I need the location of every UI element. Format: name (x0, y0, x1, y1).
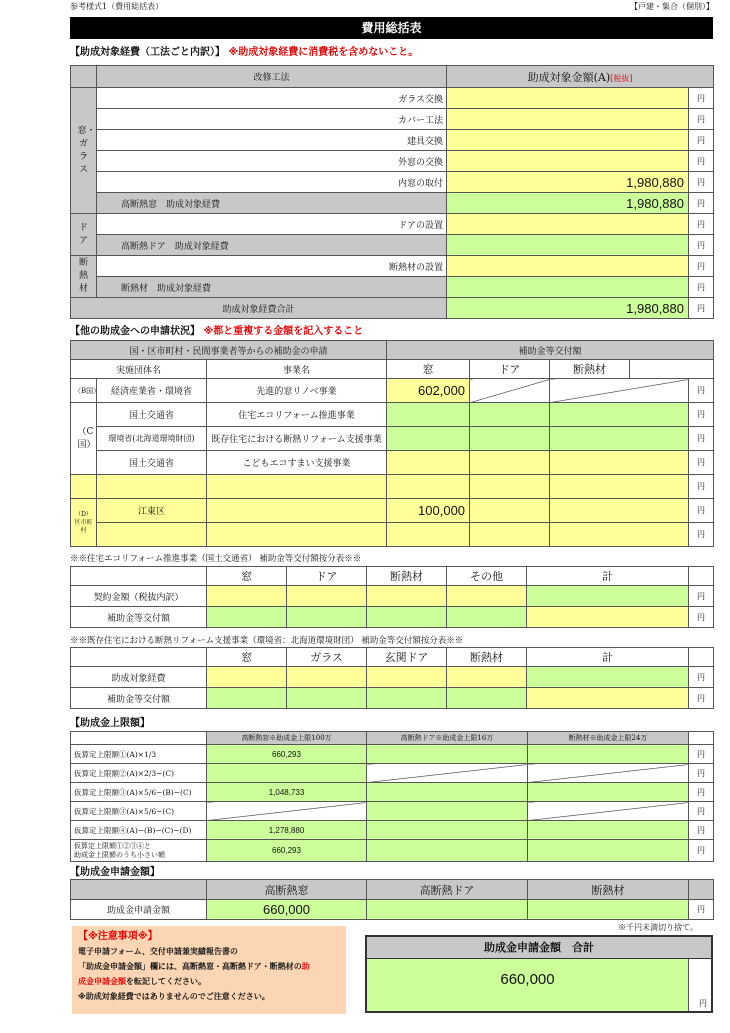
window-field[interactable] (387, 523, 470, 547)
section-4-title: ※※既存住宅における断熱リフォーム支援事業（環境省：北海道環境財団） 補助金等交付額按分表※※ (70, 636, 464, 646)
group-b: （B国） (71, 379, 97, 403)
insulation-reform-allocation-table: 窓 ガラス 玄関ドア 断熱材 計 助成対象経費 円 補助金等交付額 円 (70, 647, 714, 709)
caution-notes: 【※注意事項※】 電子申請フォーム、交付申請兼実績報告書の 「助成金申請金額」欄には、高断熱窓・高断熱ドア・断熱材の助 成金申請金額を転記してください。 ※助成対象経費ではありませんのでご注意ください。 (72, 926, 346, 1014)
subtotal-value: 1,980,880 (447, 193, 689, 214)
amount-field[interactable] (447, 214, 689, 235)
eco-reform-allocation-table: 窓 ドア 断熱材 その他 計 契約金額（税抜内訳） 円 補助金等交付額 円 (70, 566, 714, 628)
window-field[interactable] (387, 475, 470, 499)
application-amount-table: 高断熱窓 高断熱ドア 断熱材 助成金申請金額 660,000 円 (70, 879, 714, 920)
row-label: 建具交換 (97, 130, 447, 151)
amount-field[interactable] (447, 109, 689, 130)
rounding-note: ※千円未満切り捨て。 (618, 923, 698, 932)
window-field (387, 403, 470, 427)
window-field[interactable]: 602,000 (387, 379, 470, 403)
window-field[interactable] (387, 451, 470, 475)
amount-field[interactable] (447, 151, 689, 172)
category-insulation: 断熱材 (71, 256, 97, 298)
section-3-title: ※※住宅エコリフォーム推進事業（国土交通省） 補助金等交付額按分表※※ (70, 554, 362, 564)
row-label: 外窓の交換 (97, 151, 447, 172)
amount-field[interactable] (447, 88, 689, 109)
row-label: 断熱材の設置 (97, 256, 447, 277)
window-field[interactable]: 100,000 (387, 499, 470, 523)
subsidy-cap-table: 高断熱窓※助成金上限100万 高断熱ドア※助成金上限16万 断熱材※助成金上限24万 仮算定上限額①(A)×1/3 660,293 円 仮算定上限額②(A)×2/3−(C) 円 仮算定上限額③(A)×5/6−(B)−(C) 1,048,733 円 仮算定上限額③(A)×5/6−(C) 円 仮算定上限額④(A)−(B)−(C)−(D) 1,278,880 円 仮算定上限額①②③④と 助成金上限額のうち小さい額 660,293 円 (70, 731, 714, 862)
row-label: ガラス交換 (97, 88, 447, 109)
header-applications: 国・区市町村・民間事業者等からの補助金の申請 (71, 341, 387, 360)
total-value: 660,000 (367, 959, 689, 1011)
header-grant-amount: 補助金等交付額 (387, 341, 714, 360)
row-label: ドアの設置 (97, 214, 447, 235)
subsidy-cost-table: 改修工法 助成対象金額(A)[税抜] 窓・ガラス ガラス交換 円 カバー工法 円 建具交換 円 外窓の交換 円 内窓の取付 1,980,880 円 高断熱窓 助成対象経費 1,980,880 円 ドア ドアの設置 円 高断熱ドア 助成対象経費 円 断熱材 断熱材の設置 円 断熱材 助成対象経費 円 助成対象経費合計 1,980,880 円 (70, 65, 714, 319)
row-label: 内窓の取付 (97, 172, 447, 193)
section-1-title: 【助成対象経費（工法ごと内訳）】 ※助成対象経費に消費税を含めないこと。 (70, 47, 419, 58)
section-5-title: 【助成金上限額】 (70, 718, 150, 729)
amount-field[interactable] (447, 130, 689, 151)
total-label: 助成対象経費合計 (71, 298, 447, 319)
subtotal-label: 断熱材 助成対象経費 (97, 277, 447, 298)
subtotal-value (447, 277, 689, 298)
form-number: 参考様式1（費用総括表） (70, 2, 164, 11)
other-subsidy-table: 国・区市町村・民間事業者等からの補助金の申請 補助金等交付額 実施団体名 事業名 窓 ドア 断熱材 （B国） 経済産業省・環境省 先進的窓リノベ事業 602,000 円 （C国） 国土交通省 住宅エコリフォーム推進事業 円 環境省(北海道環境財団) 既存住宅における断熱リフォーム支援事業 円 国土交通省 こどもエコすまい支援事業 円 円 （D） 区市町村 江東区 100,000 円 円 (70, 340, 714, 547)
group-d: （D） 区市町村 (71, 499, 97, 547)
section-2-title: 【他の助成金への申請状況】 ※都と重複する金額を記入すること (70, 326, 364, 337)
section-6-title: 【助成金申請金額】 (70, 867, 160, 878)
subtotal-label: 高断熱ドア 助成対象経費 (97, 235, 447, 256)
amount-field[interactable] (447, 256, 689, 277)
form-type: 【戸建・集合（個別）】 (630, 2, 714, 11)
subtotal-value (447, 235, 689, 256)
total-application-box: 助成金申請金額 合計 660,000 円 (365, 935, 713, 1013)
col-amount-header: 助成対象金額(A)[税抜] (447, 66, 714, 88)
window-application-amount: 660,000 (207, 900, 367, 920)
category-window: 窓・ガラス (71, 88, 97, 214)
page-title: 費用総括表 (70, 17, 713, 39)
amount-field[interactable]: 1,980,880 (447, 172, 689, 193)
window-field (387, 427, 470, 451)
col-method-header: 改修工法 (97, 66, 447, 88)
row-label: カバー工法 (97, 109, 447, 130)
group-c: （C国） (71, 403, 97, 475)
total-label: 助成金申請金額 合計 (367, 937, 711, 959)
total-value: 1,980,880 (447, 298, 689, 319)
subtotal-label: 高断熱窓 助成対象経費 (97, 193, 447, 214)
category-door: ドア (71, 214, 97, 256)
